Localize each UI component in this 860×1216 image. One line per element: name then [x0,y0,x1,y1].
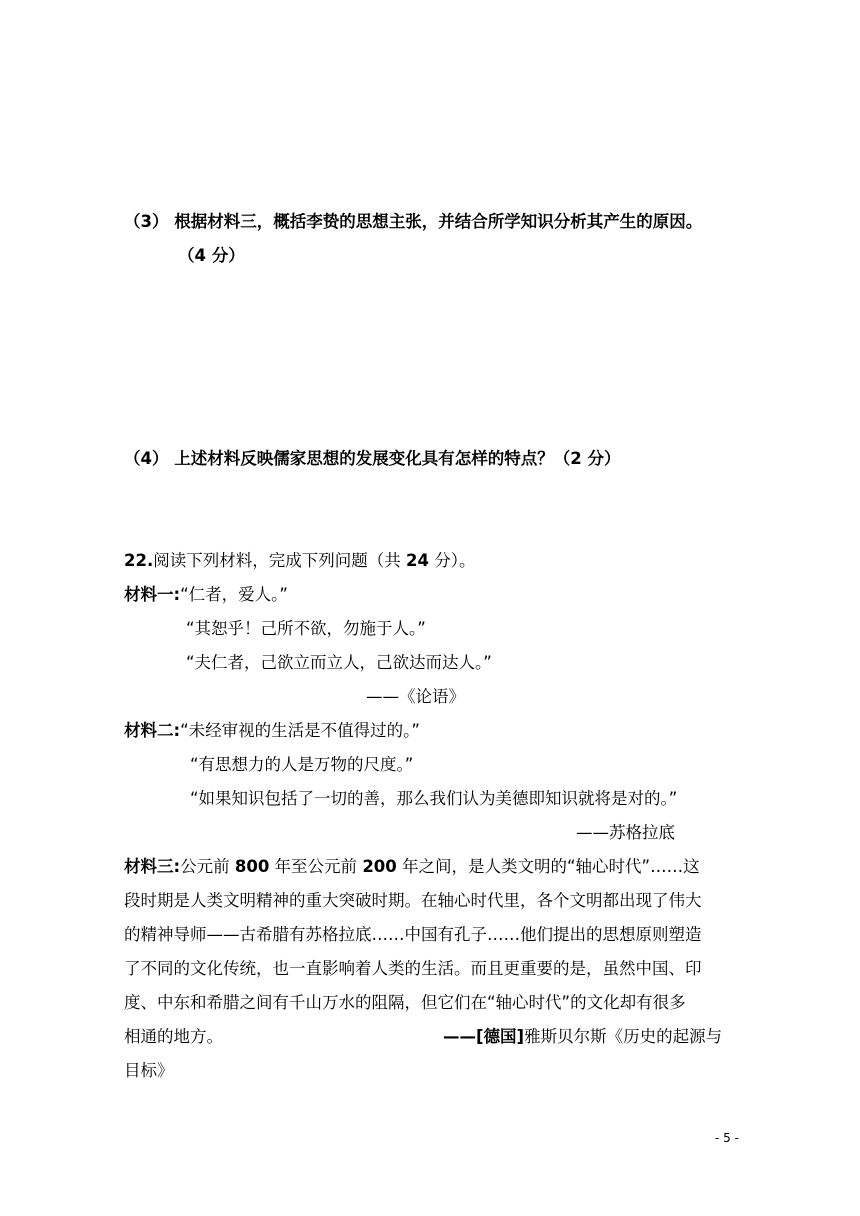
material-3-line-2: 段时期是人类文明精神的重大突破时期。在轴心时代里，各个文明都出现了伟大 [124,891,702,910]
material-label: 材料三: [124,857,181,876]
question-text-end: 分）。 [428,551,476,570]
text-run: 年之间，是人类文明的“轴心时代”……这 [396,857,700,876]
material-2-source: ——苏格拉底 [576,823,675,842]
material-3-line-4: 了不同的文化传统，也一直影响着人类的生活。而且更重要的是，虽然中国、印 [124,959,702,978]
question-points: 24 [405,551,429,570]
source-country: [德国] [476,1027,525,1046]
material-2-line-1 [124,720,420,742]
question-number: （4） [124,449,169,468]
material-3-source [443,1026,722,1048]
question-3-score: （4 分） [178,246,245,265]
material-3-line-6: 相通的地方。 [124,1027,223,1046]
material-quote: “仁者，爱人。” [180,585,288,604]
material-3-line-3: 的精神导师——古希腊有苏格拉底……中国有孔子……他们提出的思想原则塑造 [124,925,702,944]
material-1-quote-3: “夫仁者，己欲立而立人，己欲达而达人。” [186,653,492,672]
material-1-source: ——《论语》 [366,687,465,706]
material-quote: “未经审视的生活是不值得过的。” [180,721,420,740]
question-number: （3） [124,212,169,231]
page-number: - 5 - [715,1131,739,1145]
material-label: 材料二: [124,721,181,740]
question-3 [124,211,702,233]
question-22 [124,550,475,572]
year-number: 800 [234,857,270,876]
question-4 [124,448,620,470]
source-dash: —— [443,1027,476,1046]
source-text: 雅斯贝尔斯《历史的起源与 [524,1027,723,1046]
year-number: 200 [362,857,397,876]
material-3-line-1 [124,856,700,878]
material-1-line-1 [124,584,288,606]
material-1-quote-2: “其恕乎！己所不欲，勿施于人。” [186,619,426,638]
material-2-quote-3: “如果知识包括了一切的善，那么我们认为美德即知识就将是对的。” [190,789,678,808]
text-run: 年至公元前 [269,857,363,876]
text-run: 公元前 [180,857,235,876]
question-number: 22. [124,551,154,570]
question-score: （2 分） [553,449,621,468]
material-2-quote-2: “有思想力的人是万物的尺度。” [190,755,414,774]
material-label: 材料一: [124,585,181,604]
material-3-line-7: 目标》 [124,1061,174,1080]
material-3-line-5: 度、中东和希腊之间有千山万水的阻隔，但它们在“轴心时代”的文化却有很多 [124,993,686,1012]
question-text: 阅读下列材料，完成下列问题（共 [153,551,406,570]
question-text: 上述材料反映儒家思想的发展变化具有怎样的特点？ [168,449,554,468]
question-text: 根据材料三，概括李贽的思想主张，并结合所学知识分析其产生的原因。 [168,212,703,231]
